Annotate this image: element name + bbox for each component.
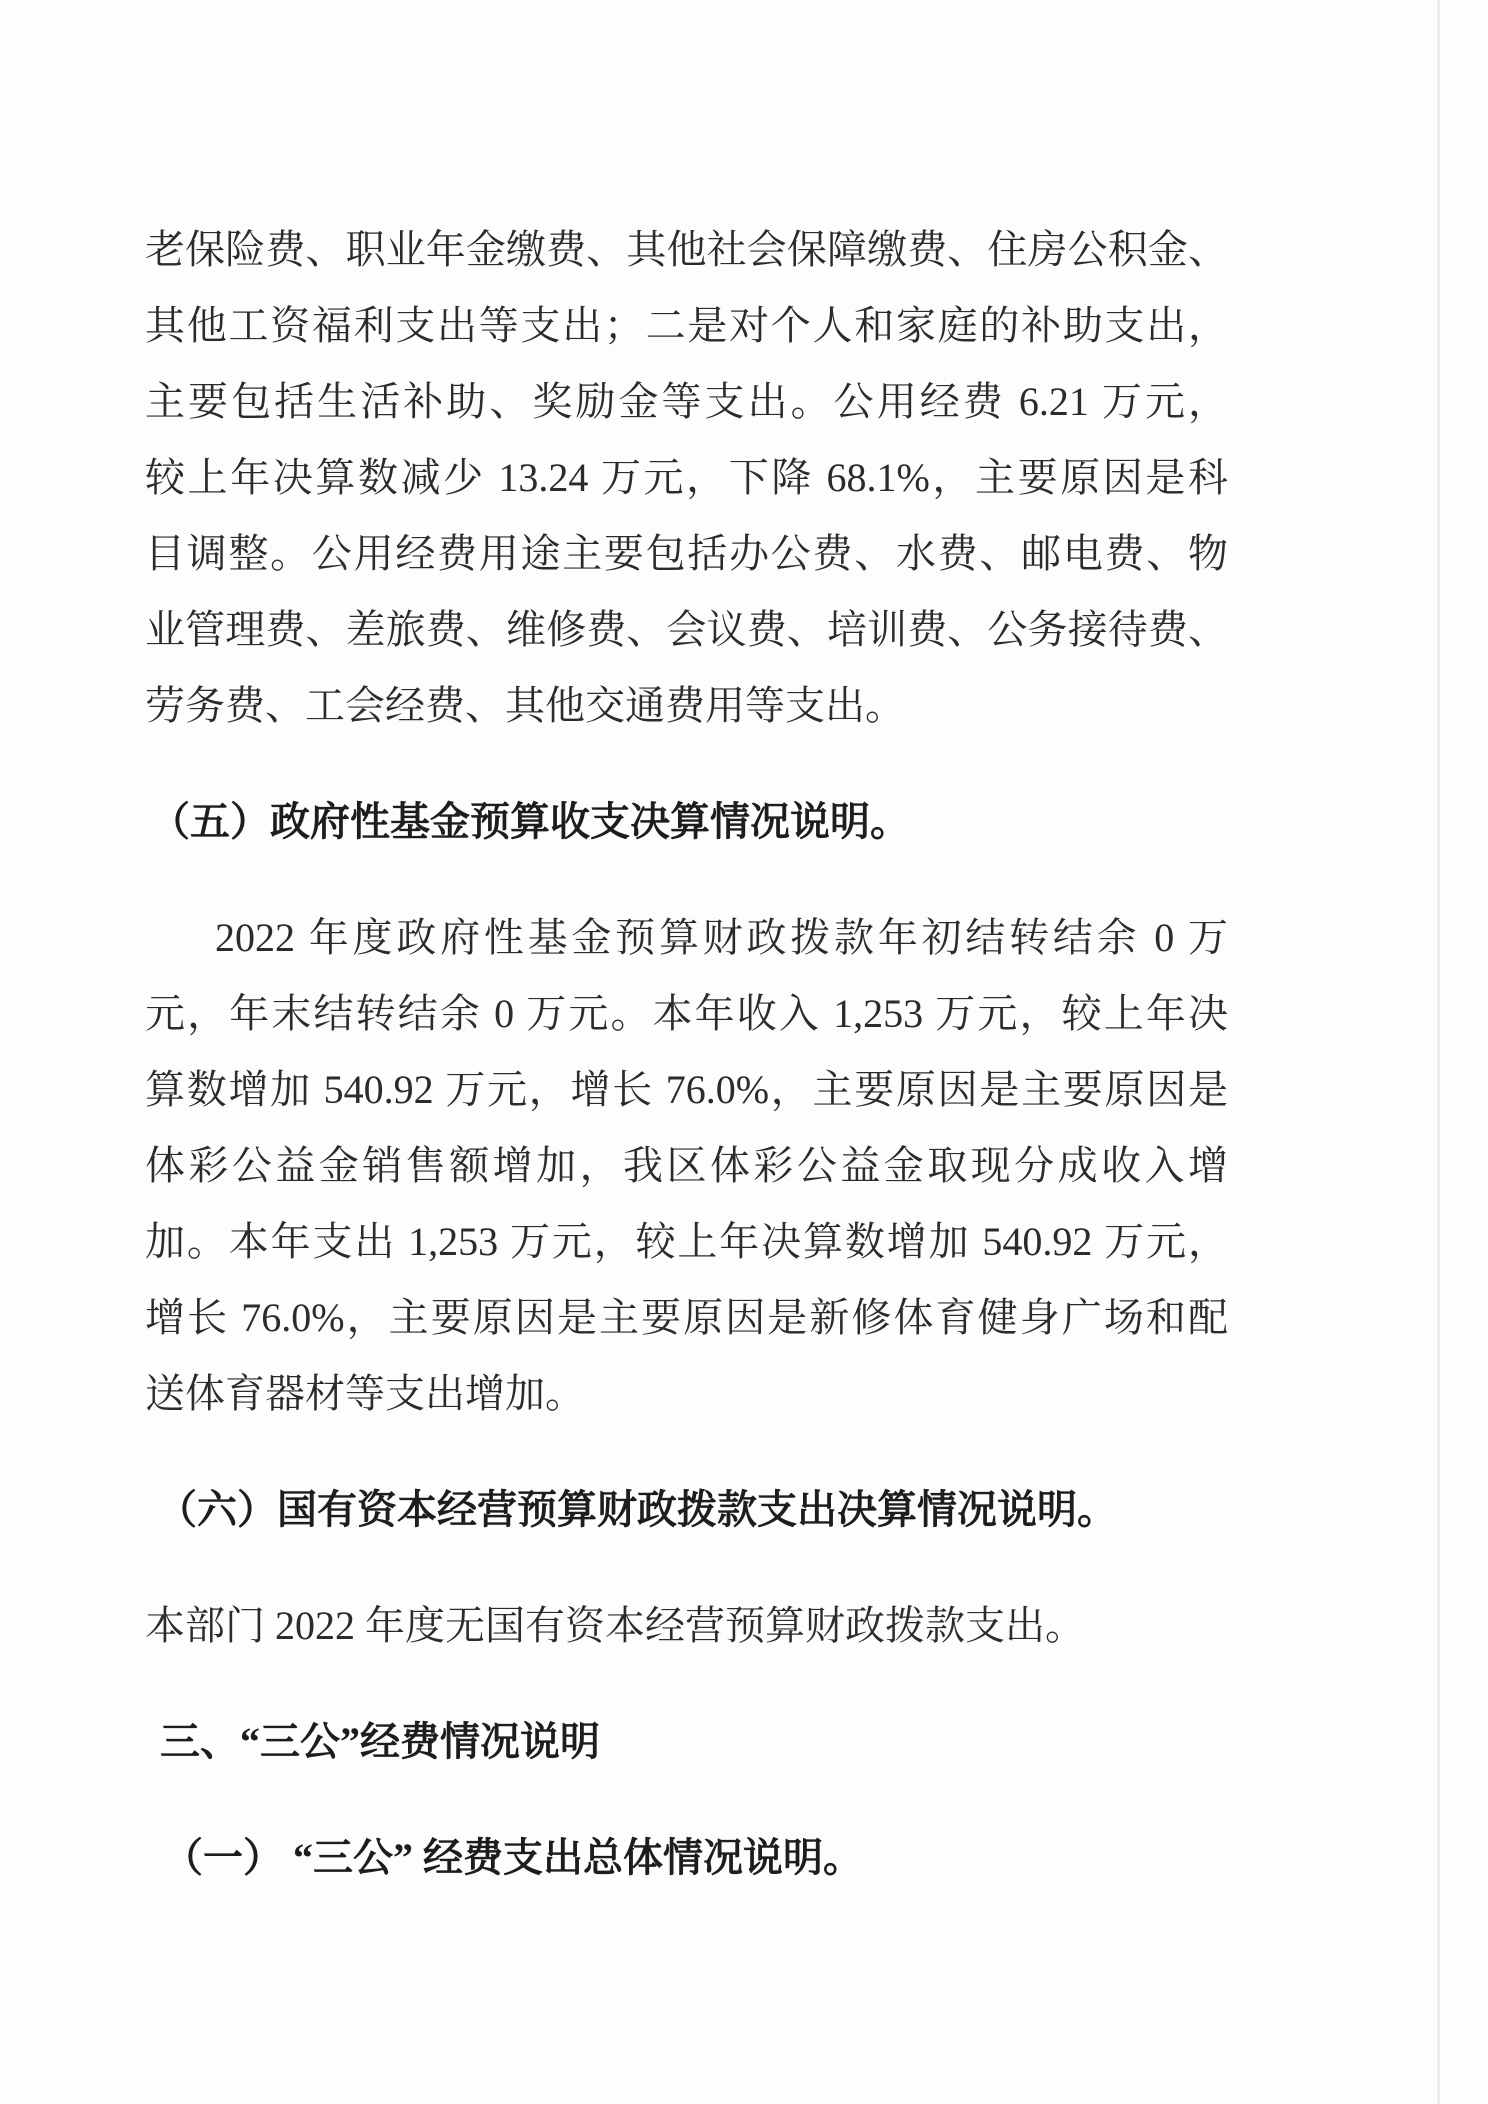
text-line: 送体育器材等支出增加。	[145, 1371, 585, 1416]
heading-part-three: 三、“三公”经费情况说明	[160, 1719, 600, 1764]
text-line: 劳务费、工会经费、其他交通费用等支出。	[145, 683, 905, 728]
heading-part-three-sub-one: （一） “三公” 经费支出总体情况说明。	[163, 1835, 863, 1880]
text-line: 2022 年度政府性基金预算财政拨款年初结转结余 0 万	[215, 915, 1228, 960]
text-line: 较上年决算数减少 13.24 万元，下降 68.1%，主要原因是科	[145, 455, 1228, 500]
scan-artifact-line	[1437, 0, 1440, 2104]
paragraph-carryover	[145, 212, 1228, 744]
heading-section-6: （六）国有资本经营预算财政拨款支出决算情况说明。	[157, 1487, 1117, 1532]
text-line: 元，年末结转结余 0 万元。本年收入 1,253 万元，较上年决	[145, 991, 1228, 1036]
text-line: 体彩公益金销售额增加，我区体彩公益金取现分成收入增	[145, 1143, 1228, 1188]
text-line: 目调整。公用经费用途主要包括办公费、水费、邮电费、物	[145, 531, 1228, 576]
paragraph-section-6: 本部门 2022 年度无国有资本经营预算财政拨款支出。	[145, 1603, 1085, 1648]
text-line: 增长 76.0%，主要原因是主要原因是新修体育健身广场和配	[145, 1295, 1228, 1340]
text-line: 加。本年支出 1,253 万元，较上年决算数增加 540.92 万元，	[145, 1219, 1228, 1264]
text-line: 其他工资福利支出等支出；二是对个人和家庭的补助支出，	[145, 303, 1228, 348]
paragraph-section-5	[145, 900, 1228, 1432]
text-line: 老保险费、职业年金缴费、其他社会保障缴费、住房公积金、	[145, 227, 1228, 272]
text-line: 算数增加 540.92 万元，增长 76.0%，主要原因是主要原因是	[145, 1067, 1228, 1112]
heading-section-5: （五）政府性基金预算收支决算情况说明。	[150, 799, 910, 844]
text-line: 主要包括生活补助、奖励金等支出。公用经费 6.21 万元，	[145, 379, 1228, 424]
text-line: 业管理费、差旅费、维修费、会议费、培训费、公务接待费、	[145, 607, 1228, 652]
